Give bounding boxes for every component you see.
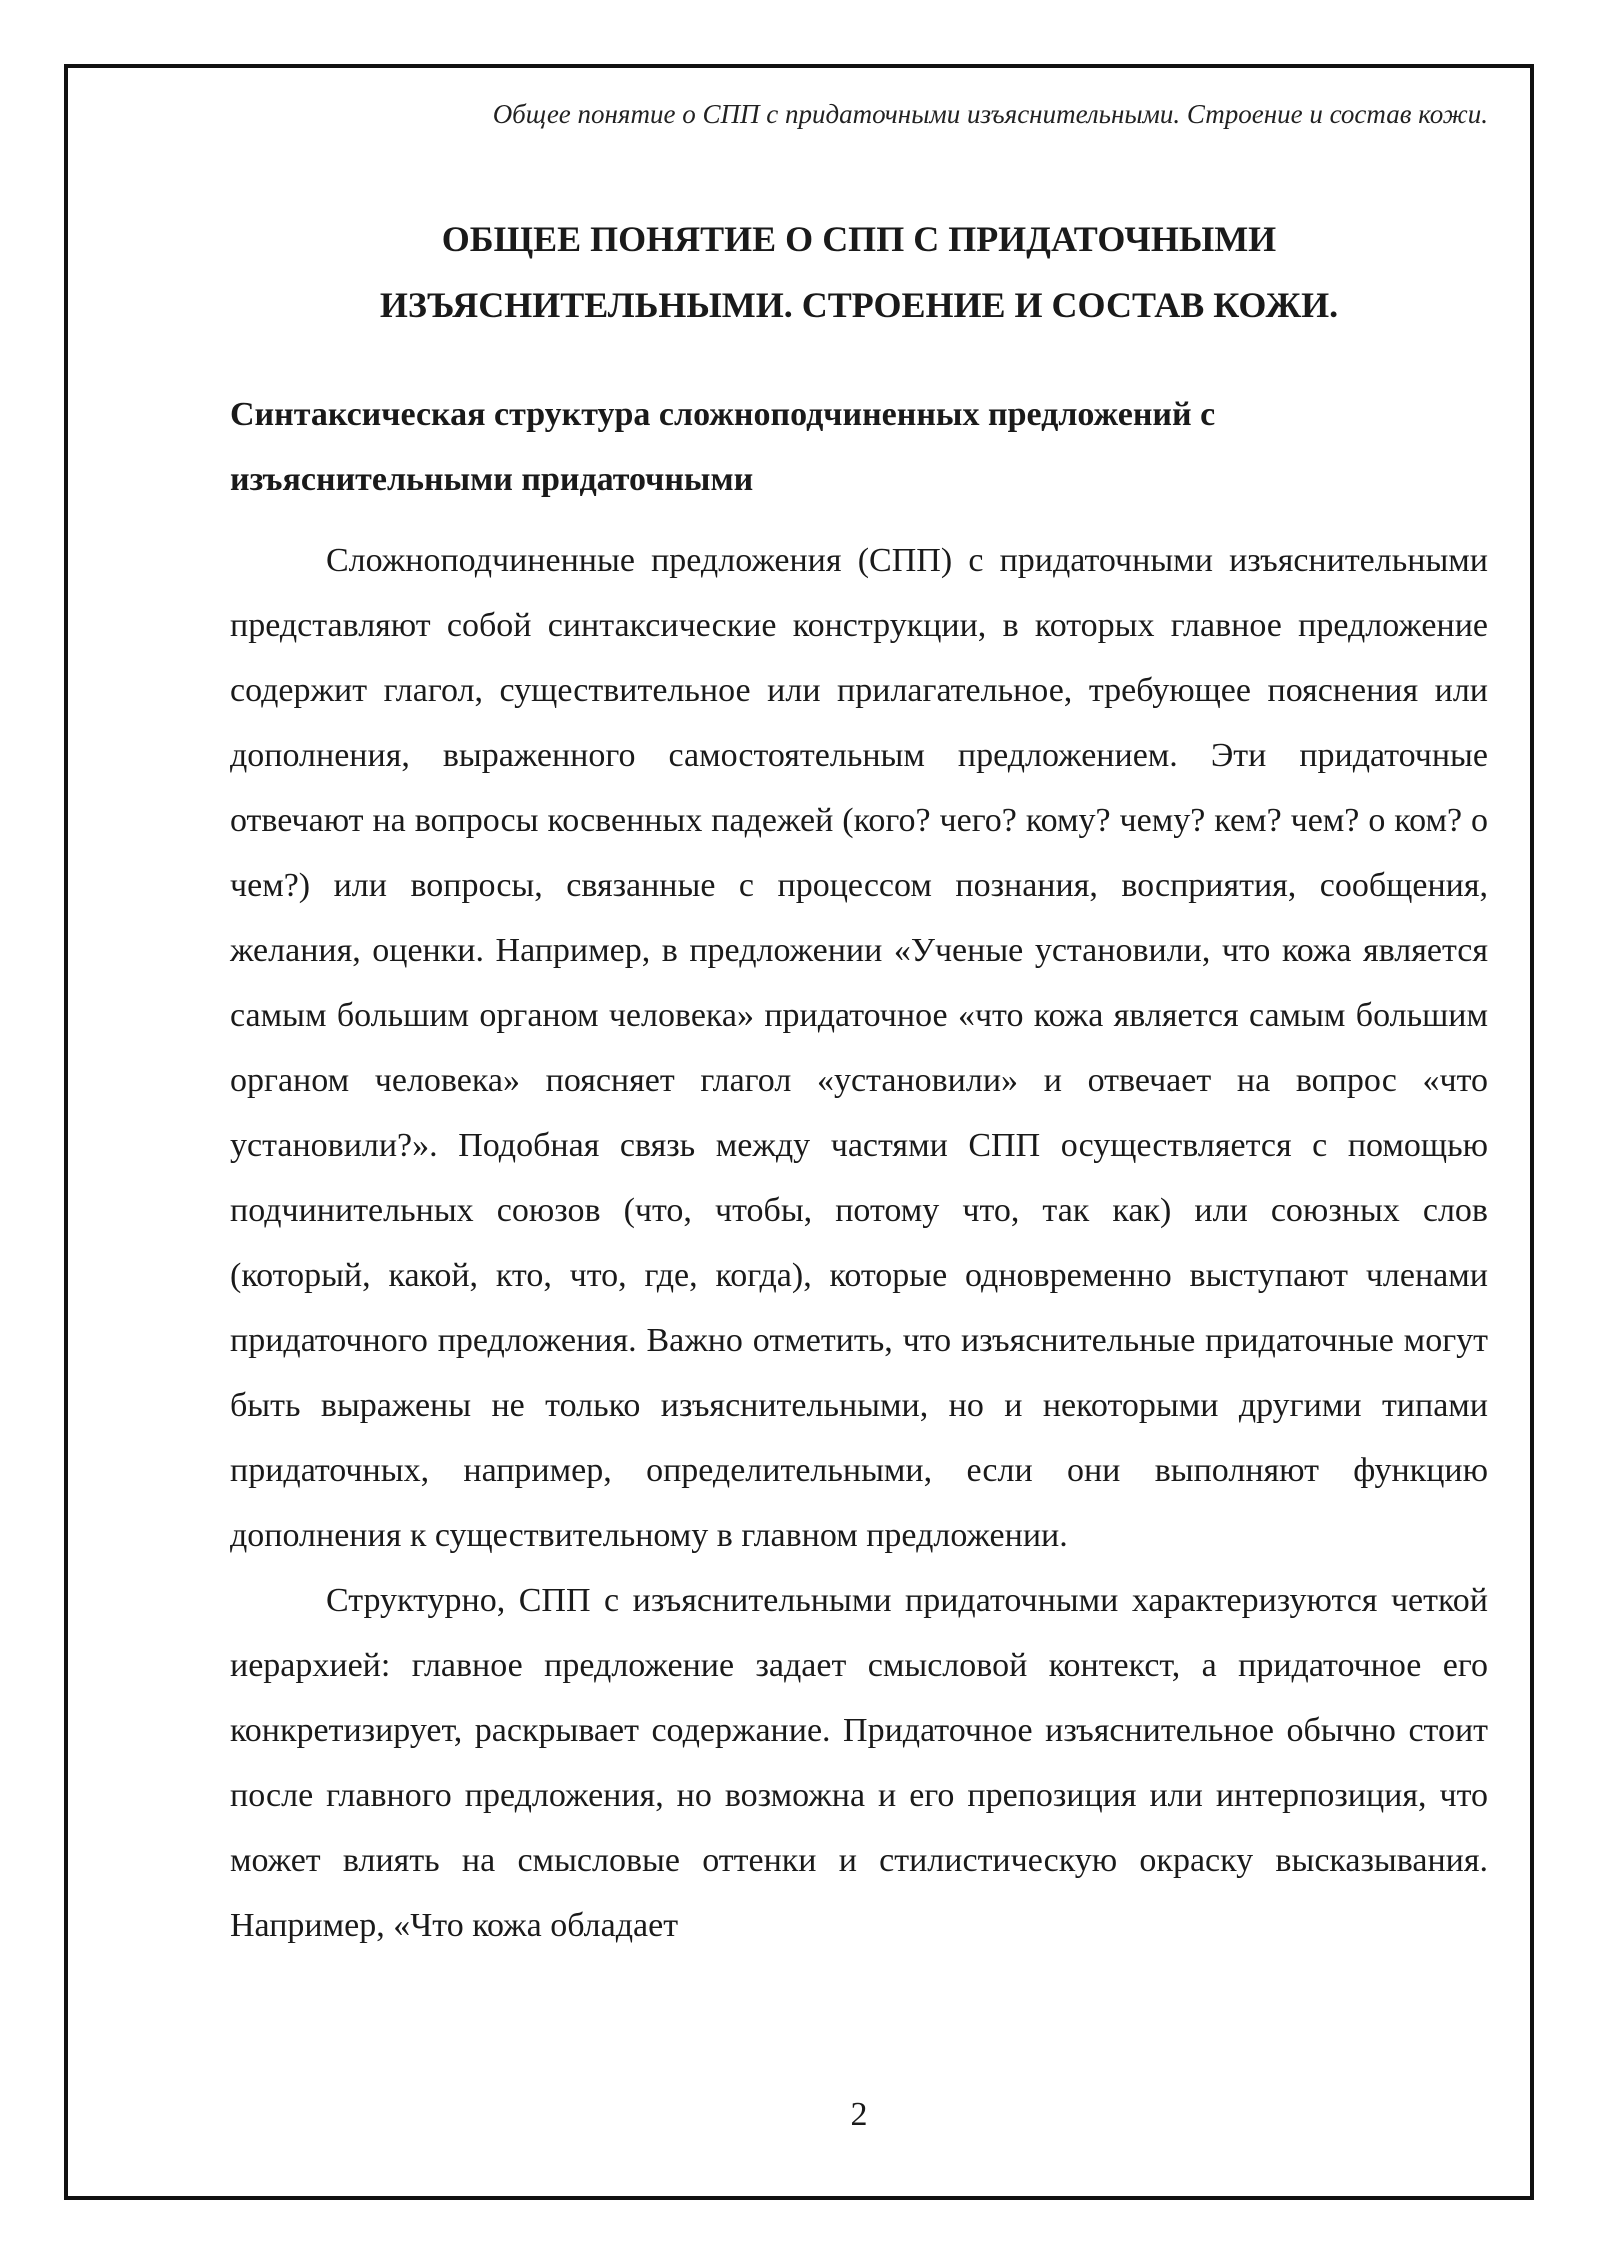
section-heading: Синтаксическая структура сложноподчиненных предложений с изъяснительными придаточными <box>230 396 1216 498</box>
running-header: Общее понятие о СПП с придаточными изъяснительными. Строение и состав кожи. <box>492 99 1488 129</box>
body-text <box>230 528 1488 1958</box>
paragraph: Сложноподчиненные предложения (СПП) с придаточными изъяснительными представляют собой синтаксические конструкции, в которых главное предложение содержит глагол, существительное или прилагательное, требующее пояснения или дополнения, выраженного самостоятельным предложением. Эти придаточные отвечают на вопросы косвенных падежей (кого? чего? кому? чему? кем? чем? о ком? о чем?) или вопросы, связанные с процессом познания, восприятия, сообщения, желания, оценки. Например, в предложении «Ученые установили, что кожа является самым большим органом человека» придаточное «что кожа является самым большим органом человека» поясняет глагол «установили» и отвечает на вопрос «что установили?». Подобная связь между частями СПП осуществляется с помощью подчинительных союзов (что, чтобы, потому что, так как) или союзных слов (который, какой, кто, что, где, когда), которые одновременно выступают членами придаточного предложения. Важно отметить, что изъяснительные придаточные могут быть выражены не только изъяснительными, но и некоторыми другими типами придаточных, например, определительными, если они выполняют функцию дополнения к существительному в главном предложении. <box>230 542 1488 1554</box>
page-number: 2 <box>850 2096 868 2133</box>
paragraph: Структурно, СПП с изъяснительными придаточными характеризуются четкой иерархией: главное предложение задает смысловой контекст, а придаточное его конкретизирует, раскрывает содержание. Придаточное изъяснительное обычно стоит после главного предложения, но возможна и его препозиция или интерпозиция, что может влиять на смысловые оттенки и стилистическую окраску высказывания. Например, «Что кожа обладает <box>230 1582 1488 1944</box>
document-title-line-2: ИЗЪЯСНИТЕЛЬНЫМИ. СТРОЕНИЕ И СОСТАВ КОЖИ. <box>379 285 1339 325</box>
document-title <box>230 206 1488 338</box>
document-title-line-1: ОБЩЕЕ ПОНЯТИЕ О СПП С ПРИДАТОЧНЫМИ <box>441 219 1277 259</box>
